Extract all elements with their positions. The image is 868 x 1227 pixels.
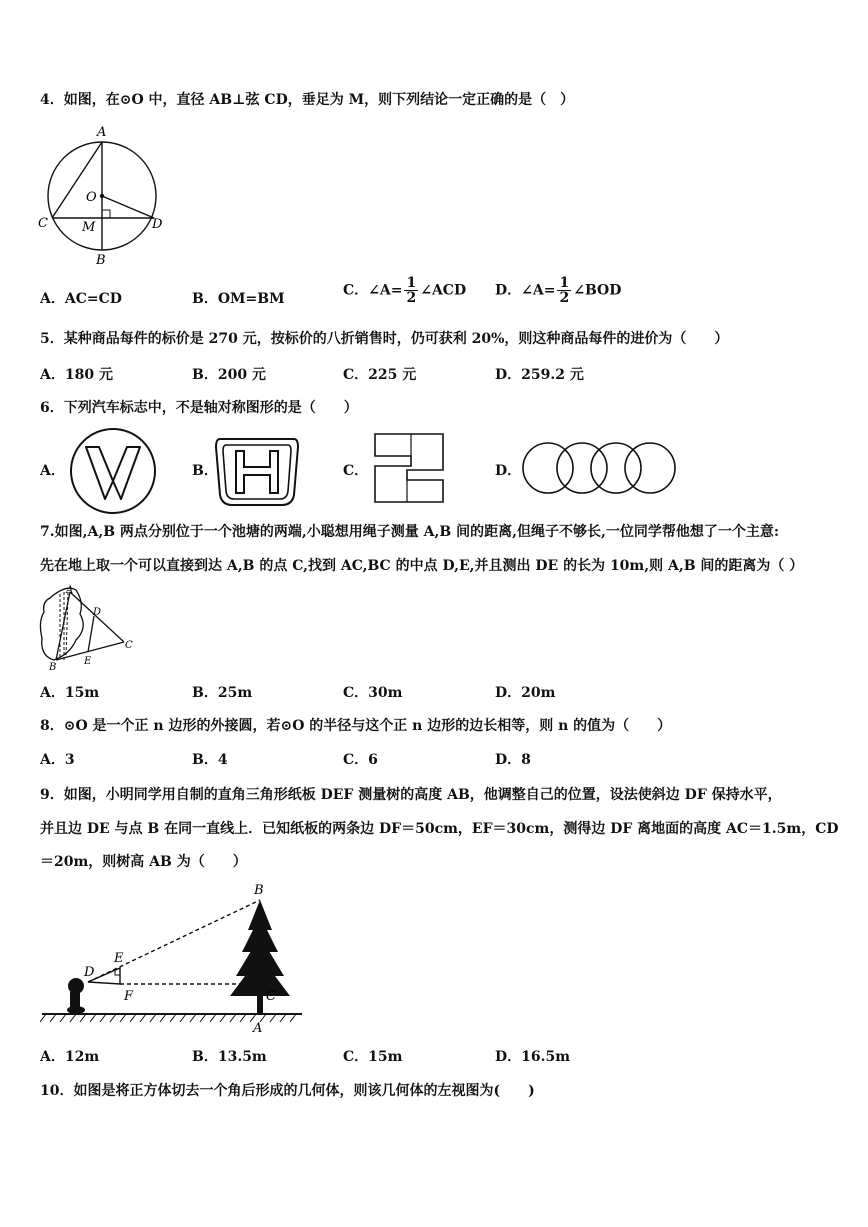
q4-center-dot [100,194,104,198]
q4-option-c-denominator: 2 [406,290,417,306]
q7-option-d[interactable]: D．20m [495,685,556,701]
q4-option-d-prefix: D．∠A= [495,282,556,299]
q7-pond-figure [36,582,140,674]
q6-option-c[interactable]: C． [343,463,369,479]
q8-stem: 8．⊙O 是一个正 n 边形的外接圆，若⊙O 的半径与这个正 n 边形的边长相等，则 n 的值为（ ） [40,718,672,734]
q7-stem-line1: 7.如图,A,B 两点分别位于一个池塘的两端,小聪想用绳子测量 A,B 间的距离,但绳子不够长,一位同学帮他想了一个主意: [40,524,780,540]
q9-label-f: F [124,989,134,1004]
q9-label-d: D [84,965,95,980]
q7-label-d: D [93,607,102,618]
q7-label-c: C [125,640,133,651]
q4-label-m: M [82,220,96,235]
audi-rings-logo-icon [520,440,680,496]
q9-option-a[interactable]: A．12m [40,1049,100,1065]
q8-option-b[interactable]: B．4 [192,752,228,768]
q9-option-b[interactable]: B．13.5m [192,1049,267,1065]
q9-stem-line3: ＝20m，则树高 AB 为（ ） [40,854,247,870]
q4-option-c-fraction [404,276,418,305]
q4-option-d-numerator: 1 [559,275,570,291]
q8-option-c[interactable]: C．6 [343,752,378,768]
q9-label-e: E [114,951,124,966]
q7-stem-line2: 先在地上取一个可以直接到达 A,B 的点 C,找到 AC,BC 的中点 D,E,并且测出 DE 的长为 10m,则 A,B 间的距离为（ ） [40,558,804,574]
q4-option-d-denominator: 2 [559,290,570,306]
q9-tree [230,900,290,1014]
q4-option-d-suffix: ∠BOD [573,282,622,299]
q4-option-d-fraction [557,276,571,305]
q9-stem-line1: 9．如图，小明同学用自制的直角三角形纸板 DEF 测量树的高度 AB，他调整自己的位置，设法使斜边 DF 保持水平， [40,787,782,803]
q4-label-d: D [152,217,163,232]
q4-option-d[interactable] [495,276,621,305]
q5-option-a[interactable]: A．180 元 [40,367,113,383]
q9-option-d[interactable]: D．16.5m [495,1049,571,1065]
q5-option-d[interactable]: D．259.2 元 [495,367,584,383]
q9-stem-line2: 并且边 DE 与点 B 在同一直线上．已知纸板的两条边 DF＝50cm，EF＝30cm，测得边 DF 离地面的高度 AC＝1.5m，CD [40,821,839,837]
q4-label-b: B [96,253,106,268]
q9-person [67,978,85,1014]
q4-label-o: O [86,190,97,205]
q4-option-c-suffix: ∠ACD [420,282,467,299]
q6-option-b[interactable]: B． [192,463,218,479]
q9-label-a: A [253,1021,263,1036]
q7-option-a[interactable]: A．15m [40,685,100,701]
q9-label-b: B [254,883,264,898]
q7-option-b[interactable]: B．25m [192,685,253,701]
q5-stem: 5．某种商品每件的标价是 270 元，按标价的八折销售时，仍可获利 20%，则这种商品每件的进价为（ ） [40,331,729,347]
q10-stem: 10．如图是将正方体切去一个角后形成的几何体，则该几何体的左视图为( ) [40,1083,535,1099]
q4-option-c-numerator: 1 [406,275,417,291]
q8-option-a[interactable]: A．3 [40,752,75,768]
q9-sight-line-db [88,900,260,982]
q4-right-angle-mark [102,210,110,218]
q7-label-a: A [66,585,74,596]
q4-label-c: C [38,216,48,231]
q4-option-a[interactable]: A．AC=CD [40,291,122,307]
q4-segment-ac [52,142,102,218]
q7-option-c[interactable]: C．30m [343,685,403,701]
q9-label-c: C [266,989,276,1004]
q7-label-b: B [49,662,57,673]
q6-stem: 6．下列汽车标志中，不是轴对称图形的是（ ） [40,400,358,416]
q6-option-d[interactable]: D． [495,463,522,479]
q4-option-c[interactable] [343,276,466,305]
q4-option-b[interactable]: B．OM=BM [192,291,285,307]
honda-logo-icon [212,433,302,509]
q4-stem: 4．如图，在⊙O 中，直径 AB⊥弦 CD，垂足为 M，则下列结论一定正确的是（ ） [40,92,575,108]
q7-label-e: E [84,656,92,667]
q6-option-a[interactable]: A． [40,463,65,479]
step-shape-logo-icon [373,432,445,504]
q4-option-c-prefix: C．∠A= [343,282,403,299]
q8-option-d[interactable]: D．8 [495,752,531,768]
q4-circle-figure [34,122,174,270]
volkswagen-logo-icon [68,427,158,515]
q9-option-c[interactable]: C．15m [343,1049,403,1065]
q4-label-a: A [97,125,107,140]
q5-option-c[interactable]: C．225 元 [343,367,417,383]
q9-tree-figure [40,880,310,1036]
q5-option-b[interactable]: B．200 元 [192,367,266,383]
